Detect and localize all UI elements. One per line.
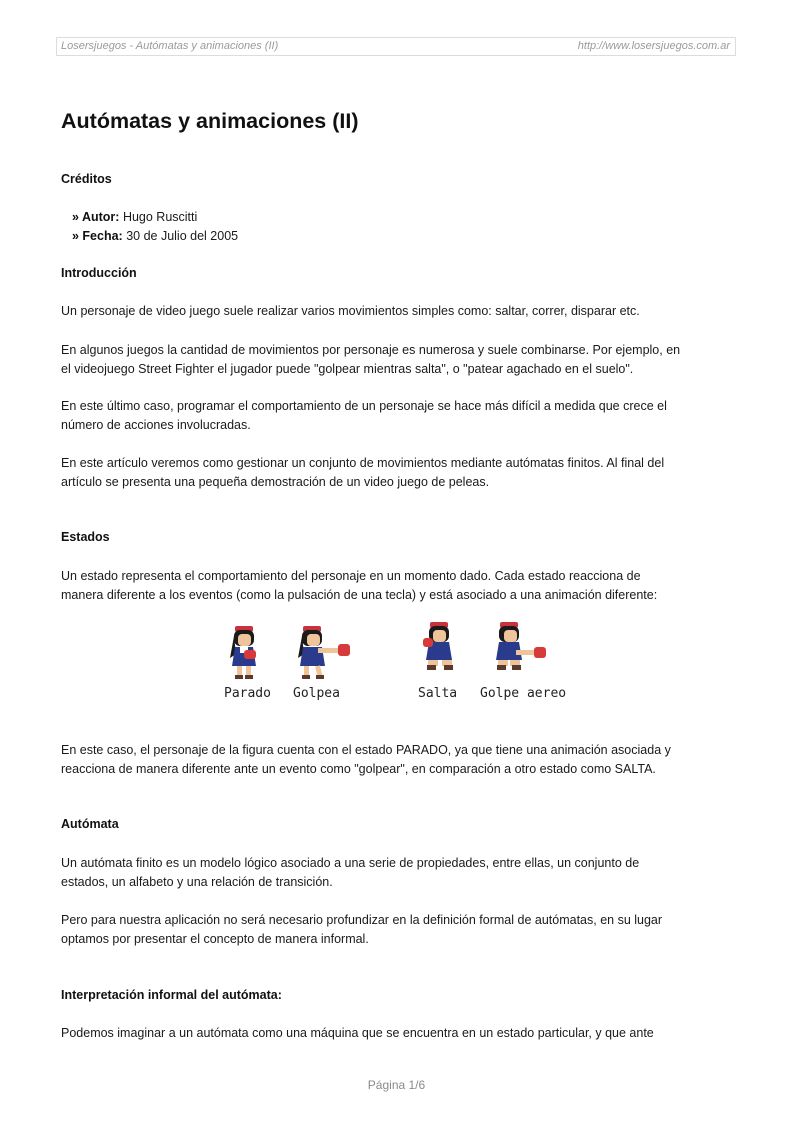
header-url: http://www.losersjuegos.com.ar	[577, 40, 730, 52]
header-site-title: Losersjuegos - Autómatas y animaciones (II)	[61, 40, 279, 52]
sprite-golpe-aereo	[488, 620, 552, 680]
caption-golpea: Golpea	[293, 686, 340, 701]
intro-paragraph-3: En este último caso, programar el comportamiento de un personaje se hace más difícil a medida que crece el número de acciones involucradas.	[61, 399, 667, 432]
estados-paragraph-2: En este caso, el personaje de la figura cuenta con el estado PARADO, ya que tiene una animación asociada y reacciona de manera diferente ante un evento como "golpear", en comparación a otro estado como SALTA.	[61, 743, 671, 776]
sprite-golpea	[292, 620, 356, 680]
date-label: » Fecha:	[72, 229, 123, 243]
character-states-figure	[218, 620, 578, 706]
sprite-salta	[414, 620, 466, 680]
credit-author	[72, 210, 197, 224]
estados-paragraph-1: Un estado representa el comportamiento del personaje en un momento dado. Cada estado reacciona de manera diferente a los eventos (como la pulsación de una tecla) y está asociado a una animación diferente:	[61, 569, 658, 602]
caption-golpe-aereo: Golpe aereo	[480, 686, 567, 701]
credit-date	[72, 229, 238, 243]
article-title: Autómatas y animaciones (II)	[61, 109, 359, 133]
caption-parado: Parado	[224, 686, 271, 701]
credits-heading: Créditos	[61, 172, 112, 186]
page-header	[56, 37, 736, 56]
intro-paragraph-4: En este artículo veremos como gestionar un conjunto de movimientos mediante autómatas finitos. Al final del artículo se presenta una pequeña demostración de un video juego de peleas.	[61, 456, 665, 489]
intro-paragraph-2: En algunos juegos la cantidad de movimientos por personaje es numerosa y suele combinarse. Por ejemplo, en el videojuego Street Fighter el jugador puede "golpear mientras salta", o "patear agachado en el suelo".	[61, 343, 681, 376]
author-value: Hugo Ruscitti	[122, 210, 198, 224]
sprite-parado	[220, 620, 272, 680]
date-value: 30 de Julio del 2005	[126, 229, 239, 243]
interpretacion-paragraph-1: Podemos imaginar a un autómata como una máquina que se encuentra en un estado particular, y que ante	[61, 1026, 654, 1040]
intro-heading: Introducción	[61, 266, 137, 280]
interpretacion-heading: Interpretación informal del autómata:	[61, 988, 282, 1002]
automata-paragraph-2: Pero para nuestra aplicación no será necesario profundizar en la definición formal de autómatas, en su lugar optamos por presentar el concepto de manera informal.	[61, 913, 663, 946]
intro-paragraph-1: Un personaje de video juego suele realizar varios movimientos simples como: saltar, correr, disparar etc.	[61, 304, 640, 318]
author-label: » Autor:	[72, 210, 120, 224]
page-number: Página 1/6	[367, 1078, 426, 1092]
automata-paragraph-1: Un autómata finito es un modelo lógico asociado a una serie de propiedades, entre ellas, un conjunto de estados, un alfabeto y una relación de transición.	[61, 856, 640, 889]
automata-heading: Autómata	[61, 817, 119, 831]
estados-heading: Estados	[61, 530, 110, 544]
caption-salta: Salta	[418, 686, 458, 701]
